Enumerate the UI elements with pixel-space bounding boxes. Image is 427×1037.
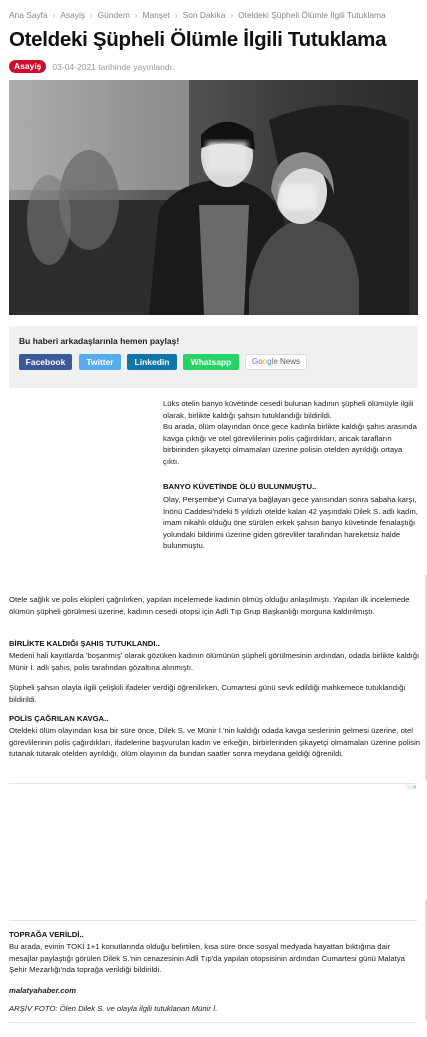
paragraph-2: Bu arada, ölüm olayından önce gece kadınla birlikte kaldığı şahıs arasında kavga çıktığı ve otel görevlilerinin polis çağırdıkları, ancak tarafların birbirinden şikayetçi olmamaları üzerine polisin otelden ayrıldığı ortaya çıktı. (163, 422, 417, 466)
paragraph-7: Oteldeki ölüm olayından kısa bir süre önce, Dilek S. ve Münir İ.'nin kaldığı odada kavga seslerinin gelmesi üzerine, otel görevlilerinin polis çağırdıkları, ifadelerine başvurulan kadın ve erkeğin, birbirlerinden şikayetçi olmamaları üzerine polisin tutanak tutarak otelden ayrıldığı, ölüm olayının da bundan saatler sonra meydana geldiği öğrenildi. (9, 726, 421, 758)
photo-caption: ARŞİV FOTO: Ölen Dilek S. ve olayla ilgili tutuklanan Münir İ. (9, 1004, 218, 1013)
photo-illustration (9, 80, 418, 315)
chevron-right-icon: › (134, 11, 138, 20)
breadcrumb-current: Oteldeki Şüpheli Ölümle İlgili Tutuklama (238, 10, 386, 20)
ad-slot[interactable] (9, 783, 417, 791)
source-credit: malatyahaber.com (9, 986, 77, 995)
breadcrumb-gundem[interactable]: Gündem (97, 10, 130, 20)
share-linkedin-button[interactable]: Linkedin (127, 354, 177, 370)
paragraph-5: Medeni hali kayıtlarda 'boşanmış' olarak gözüken kadının ölümünün şüpheli görülmesinin ardından, odada birlikte kaldığı Münir İ. adlı şahıs, polis tarafından gözaltına alınmıştı. (9, 651, 420, 672)
chevron-right-icon: › (90, 11, 93, 20)
divider (9, 1022, 417, 1023)
chevron-right-icon: › (230, 11, 234, 20)
google-news-button[interactable] (245, 354, 307, 370)
subheading-topraga: TOPRAĞA VERİLDİ.. (9, 930, 84, 939)
breadcrumb (9, 10, 421, 24)
paragraph-3: Olay, Perşembe'yi Cuma'ya bağlayan gece yarısından sonra sabaha karşı, İnönü Caddesi'ndeki 5 yıldızlı otelde kalan 42 yaşındaki Dilek S. adlı kadın, imam nikahlı olduğu öne sürülen erkek şahsın banyo küvetinde fenalaştığı yolundaki bildirimi üzerine giden görevliler tarafından hareketsiz halde bulunmuştu. (163, 495, 418, 550)
share-twitter-button[interactable]: Twitter (79, 354, 121, 370)
share-whatsapp-button[interactable]: Whatsapp (183, 354, 239, 370)
publish-date: 03-04-2021 tarihinde yayınlandı. (52, 61, 175, 72)
share-facebook-button[interactable]: Facebook (19, 354, 72, 370)
breadcrumb-manset[interactable]: Manşet (142, 10, 170, 20)
google-logo-icon: Google (251, 357, 278, 366)
subheading-kavga: POLİS ÇAĞRILAN KAVGA.. (9, 714, 109, 723)
divider (9, 920, 417, 921)
paragraph-1: Lüks otelin banyo küvetinde cesedi bulunan kadının şüpheli ölümüyle ilgili olarak, birlikte kaldığı şahsın tutuklandığı bildirildi. (163, 399, 414, 420)
breadcrumb-asayis[interactable]: Asayiş (60, 10, 85, 20)
subheading-tutuklandi: BİRLİKTE KALDIĞI ŞAHIS TUTUKLANDI.. (9, 639, 160, 648)
chevron-right-icon: › (52, 11, 56, 20)
article-photo (9, 80, 418, 315)
category-badge[interactable]: Asayiş (9, 60, 46, 73)
breadcrumb-home[interactable]: Ana Sayfa (9, 10, 48, 20)
page-title: Oteldeki Şüpheli Ölümle İlgili Tutuklama (9, 28, 387, 51)
paragraph-6: Şüpheli şahsın olayla ilgili çelişkili ifadeler verdiği öğrenilirken, Cumartesi günü sevk edildiği mahkemece tutuklandığı bildirildi. (9, 683, 406, 704)
share-box (9, 326, 418, 388)
share-title: Bu haberi arkadaşlarınla hemen paylaş! (19, 336, 180, 346)
chevron-right-icon: › (174, 11, 178, 20)
paragraph-8: Bu arada, evinin TOKİ 1+1 konutlarında olduğu belirtilen, kısa süre önce sosyal medyada hayattan bıktığına dair mesajlar paylaştığı görülen Dilek S.'nin cenazesinin Adli Tıp'da yapılan otopsisinin ardından Cumartesi günü Malatya Şehir Mezarlığı'nda toprağa verildiği bildirildi. (9, 942, 405, 974)
ad-choices-icon[interactable]: ⓘ✕ (405, 785, 417, 791)
breadcrumb-son-dakika[interactable]: Son Dakika (182, 10, 226, 20)
article-meta (9, 60, 174, 73)
paragraph-4: Otele sağlık ve polis ekipleri çağrılırken, yapılan incelemede kadının ölmüş olduğu anlaşılmıştı. Yapılan ilk incelemede ölümün şüpheli görülmesi üzerine, kadının cesedi otopsi için Adli Tıp Grup Başkanlığı morguna kaldırılmıştı. (9, 595, 410, 616)
subheading-banyo: BANYO KÜVETİNDE ÖLÜ BULUNMUŞTU.. (163, 482, 317, 491)
google-news-label: News (280, 357, 301, 366)
